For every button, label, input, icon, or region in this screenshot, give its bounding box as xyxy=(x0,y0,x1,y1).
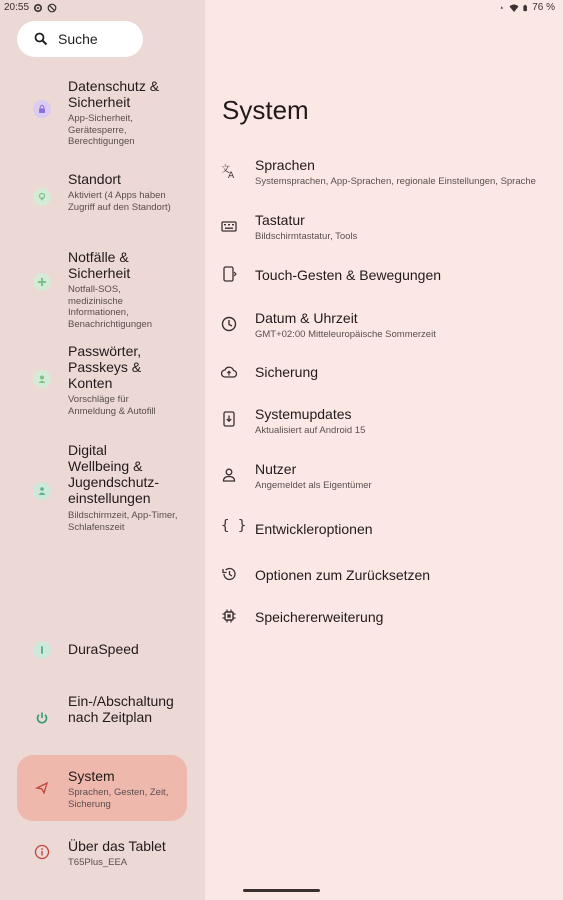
sidebar-item-privacy[interactable] xyxy=(17,72,187,152)
settings-item-title: Sprachen xyxy=(255,157,315,173)
settings-item-backup[interactable] xyxy=(215,359,555,385)
sidebar-item-title: Über das Tablet xyxy=(68,838,166,854)
gesture-navigation-bar[interactable] xyxy=(243,889,320,892)
person-icon xyxy=(221,467,237,483)
sidebar-item-duraspeed[interactable] xyxy=(17,630,187,670)
cloud-upload-icon xyxy=(221,364,237,380)
gesture-icon xyxy=(221,266,237,282)
sidebar-item-title: Digital Wellbeing & Jugendschutz-einstellungen xyxy=(68,442,160,506)
chip-icon xyxy=(221,608,237,624)
settings-detail-pane xyxy=(205,0,563,900)
settings-item-title: Optionen zum Zurücksetzen xyxy=(255,567,431,583)
sidebar-item-title: Ein-/Abschaltung nach Zeitplan xyxy=(68,693,174,725)
system-update-icon xyxy=(221,411,237,427)
system-icon xyxy=(33,779,51,797)
settings-item-developer-options[interactable] xyxy=(215,516,555,542)
search-icon xyxy=(34,32,48,46)
medical-icon xyxy=(33,273,51,291)
settings-gear-icon xyxy=(33,3,43,13)
settings-item-reset-options[interactable] xyxy=(215,562,555,588)
info-icon xyxy=(33,843,51,861)
keyboard-icon xyxy=(221,218,237,234)
data-arrows-icon xyxy=(500,3,506,13)
settings-item-title: Sicherung xyxy=(255,364,319,380)
status-time: 20:55 xyxy=(4,2,30,13)
settings-item-memory-extension[interactable] xyxy=(215,604,555,630)
settings-item-languages[interactable] xyxy=(215,152,555,196)
sidebar-item-title: System xyxy=(68,768,115,784)
settings-item-keyboard[interactable] xyxy=(215,207,555,251)
sidebar-item-title: Datenschutz & Sicherheit xyxy=(68,78,160,110)
sidebar-item-location[interactable] xyxy=(17,164,187,230)
speed-icon xyxy=(33,641,51,659)
sidebar-item-subtitle: Vorschläge für Anmeldung & Autofill xyxy=(68,394,156,417)
sidebar-item-title: Notfälle & Sicherheit xyxy=(68,249,131,281)
page-title: System xyxy=(222,95,309,125)
settings-item-title: Nutzer xyxy=(255,461,297,477)
sidebar-item-passwords[interactable] xyxy=(17,337,187,419)
sidebar-item-subtitle: T65Plus_EEA xyxy=(68,857,128,868)
status-bar xyxy=(0,0,563,16)
settings-item-system-updates[interactable] xyxy=(215,401,555,445)
settings-item-subtitle: Bildschirmtastatur, Tools xyxy=(255,231,358,242)
lock-icon xyxy=(33,100,51,118)
sidebar-item-power-schedule[interactable] xyxy=(17,687,187,747)
clock-icon xyxy=(221,316,237,332)
settings-item-gestures[interactable] xyxy=(215,262,555,288)
settings-item-subtitle: Aktualisiert auf Android 15 xyxy=(255,425,366,436)
sidebar-item-subtitle: App-Sicherheit, Gerätesperre, Berechtigungen xyxy=(68,113,135,147)
sidebar-item-wellbeing[interactable] xyxy=(17,436,187,536)
sidebar-item-about-tablet[interactable] xyxy=(17,831,187,877)
settings-item-users[interactable] xyxy=(215,456,555,500)
battery-icon xyxy=(522,3,529,13)
svg-text:文: 文 xyxy=(221,165,231,175)
translate-icon xyxy=(221,163,237,179)
sidebar-item-system[interactable] xyxy=(17,755,187,821)
settings-item-title: Datum & Uhrzeit xyxy=(255,310,358,326)
search-button[interactable] xyxy=(17,21,143,57)
settings-item-subtitle: Systemsprachen, App-Sprachen, regionale Einstellungen, Sprache xyxy=(255,176,536,187)
code-braces-icon: { } xyxy=(221,518,247,534)
settings-item-title: Touch-Gesten & Bewegungen xyxy=(255,267,442,283)
settings-item-title: Systemupdates xyxy=(255,406,352,422)
location-icon xyxy=(33,188,51,206)
wellbeing-icon xyxy=(33,482,51,500)
sidebar-item-subtitle: Notfall-SOS, medizinische Informationen, Benachrichtigungen xyxy=(68,284,152,330)
wifi-icon xyxy=(509,3,519,13)
power-icon xyxy=(33,709,51,727)
blocked-icon xyxy=(47,3,57,13)
settings-item-subtitle: Angemeldet als Eigentümer xyxy=(255,480,372,491)
settings-item-date-time[interactable] xyxy=(215,305,555,349)
battery-percent: 76 % xyxy=(532,2,555,13)
settings-item-title: Speichererweiterung xyxy=(255,609,384,625)
sidebar-item-title: Standort xyxy=(68,171,121,187)
settings-item-title: Entwickleroptionen xyxy=(255,521,373,537)
sidebar-item-emergency[interactable] xyxy=(17,243,187,330)
settings-item-title: Tastatur xyxy=(255,212,305,228)
svg-text:A: A xyxy=(228,171,235,179)
search-label: Suche xyxy=(58,31,98,47)
sidebar-item-subtitle: Bildschirmzeit, App-Timer, Schlafenszeit xyxy=(68,510,178,533)
settings-item-subtitle: GMT+02:00 Mitteleuropäische Sommerzeit xyxy=(255,329,436,340)
sidebar-item-subtitle: Sprachen, Gesten, Zeit, Sicherung xyxy=(68,787,169,810)
sidebar-item-title: DuraSpeed xyxy=(68,641,139,657)
sidebar-item-subtitle: Aktiviert (4 Apps haben Zugriff auf den Standort) xyxy=(68,190,171,213)
sidebar-item-title: Passwörter, Passkeys & Konten xyxy=(68,343,142,391)
settings-sidebar xyxy=(0,0,205,900)
account-icon xyxy=(33,370,51,388)
history-icon xyxy=(221,566,237,582)
